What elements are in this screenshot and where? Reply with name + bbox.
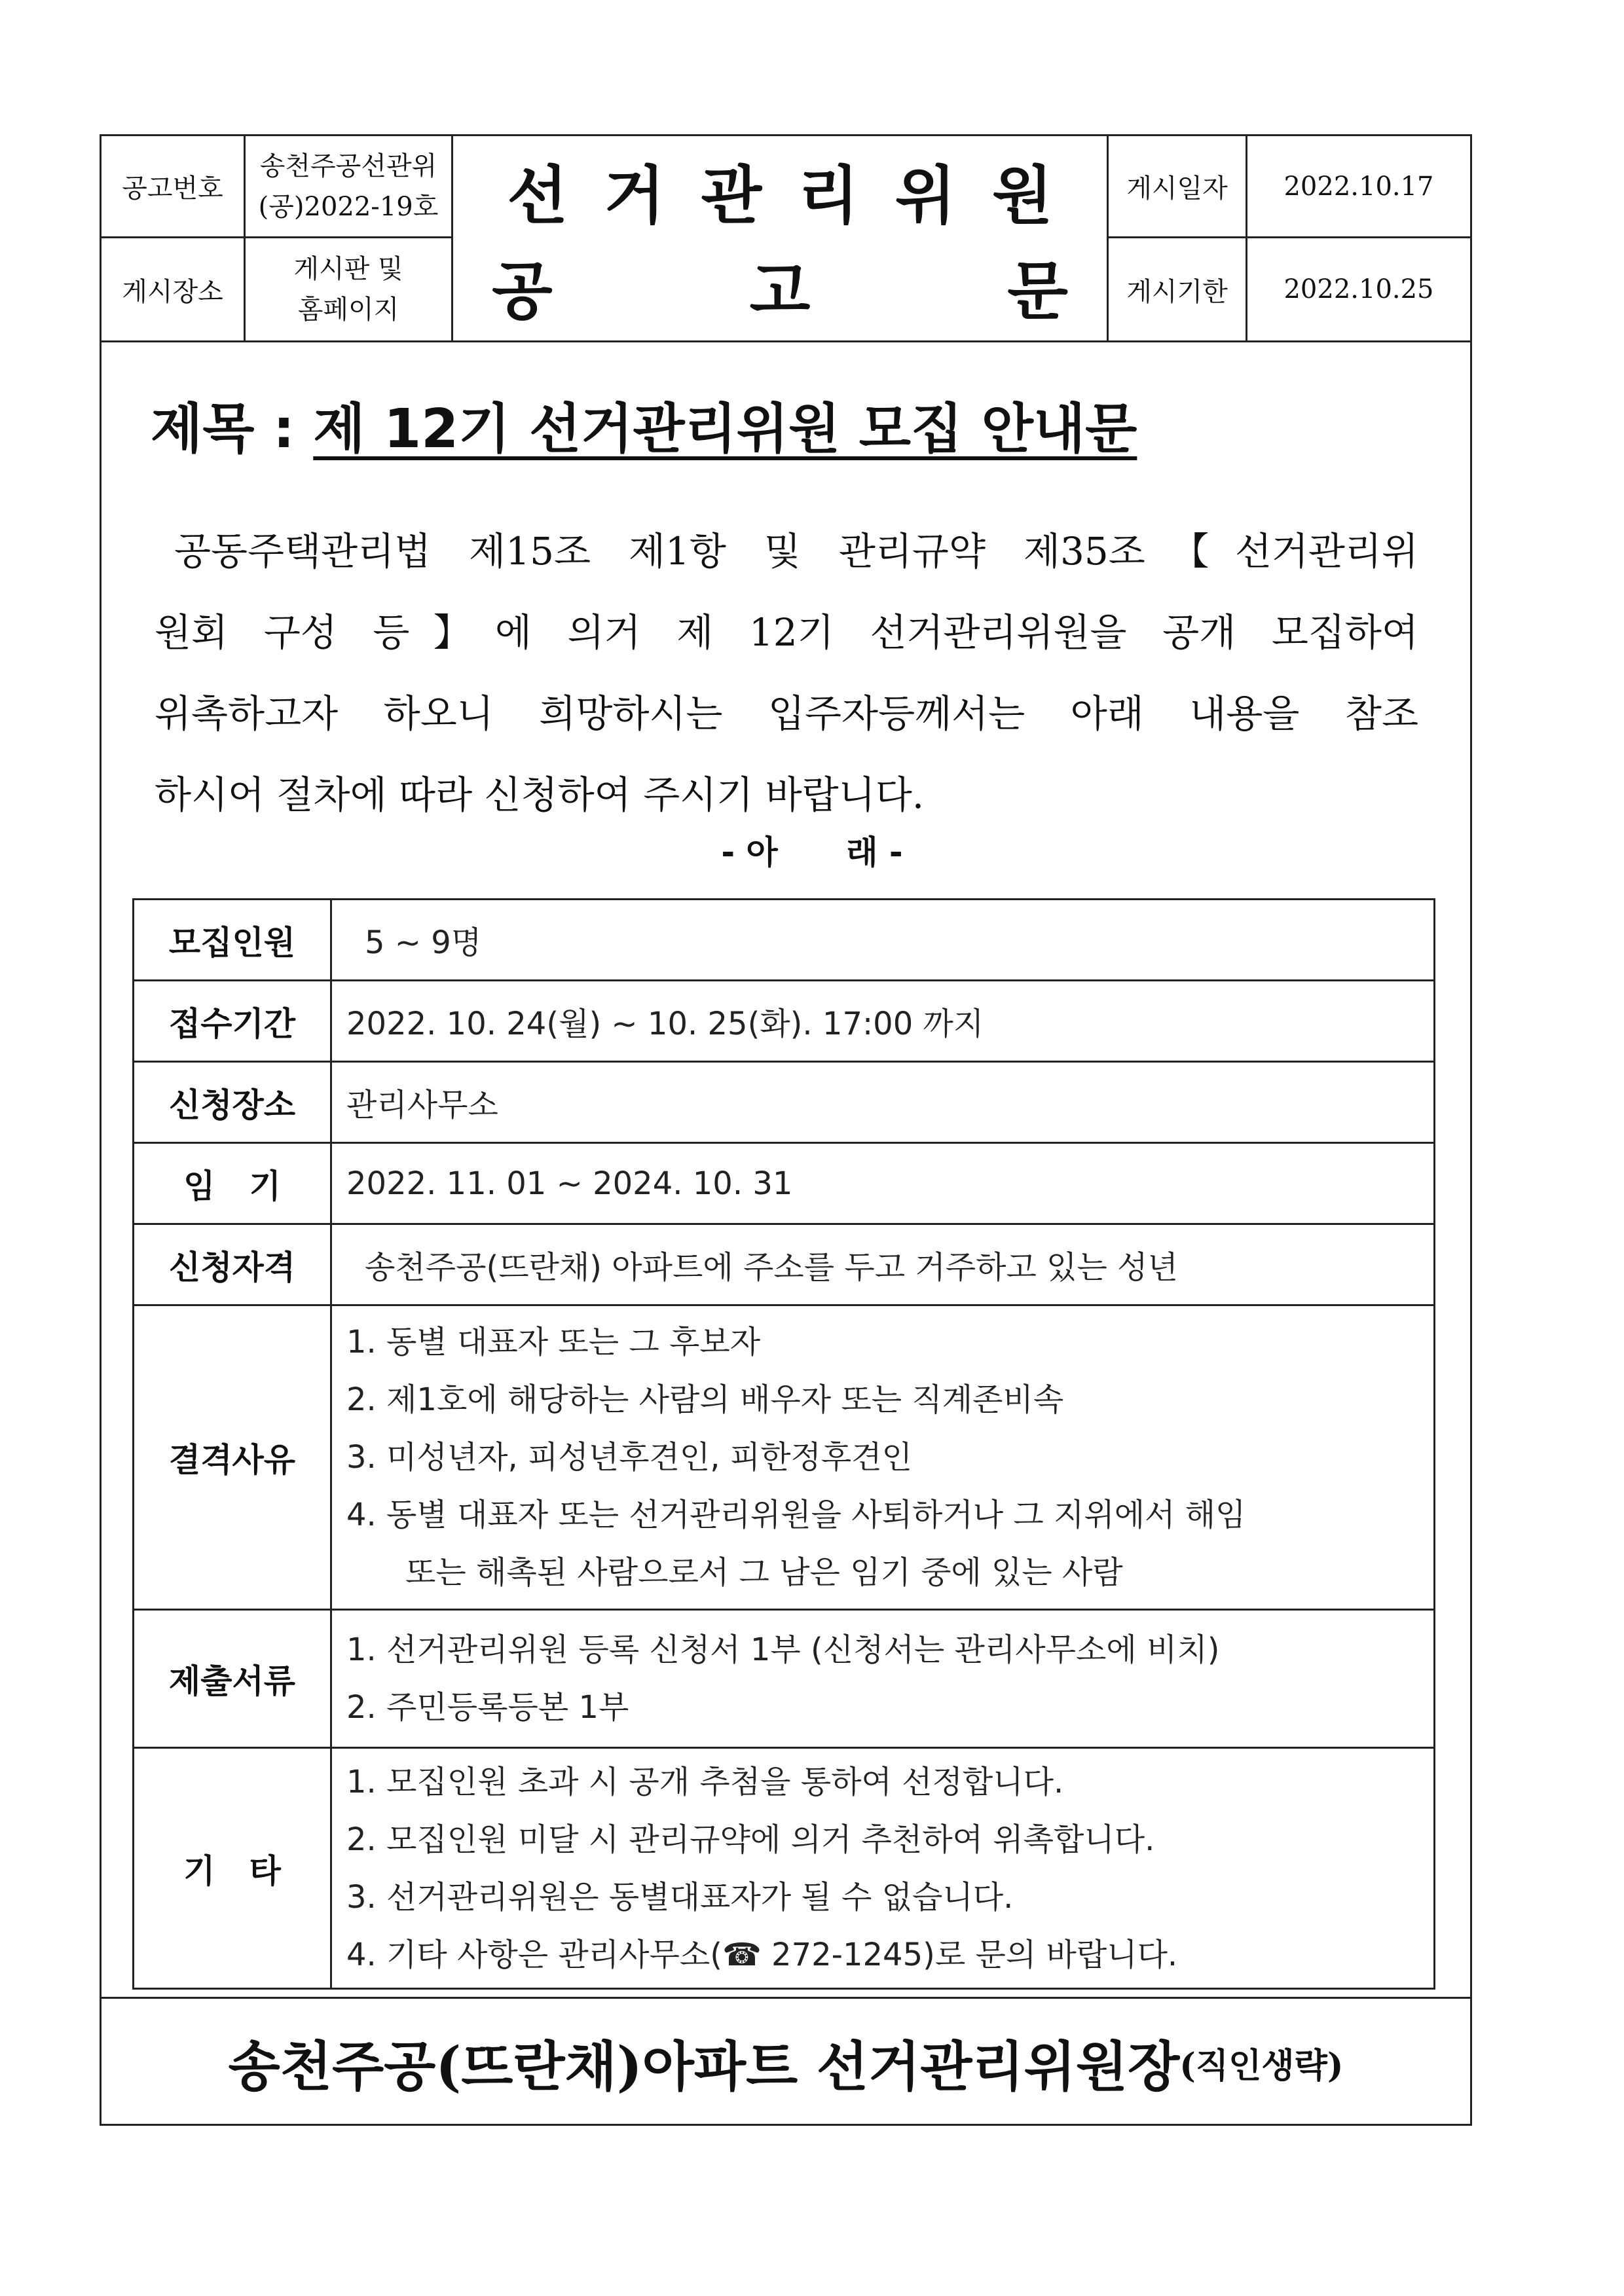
table-row [134, 900, 1435, 981]
list-item: 2. 제1호에 해당하는 사람의 배우자 또는 직계존비속 [346, 1381, 1064, 1418]
qualification-label: 신청자격 [134, 1224, 331, 1305]
notice-title-line-2: 공 고 문 [492, 253, 1068, 328]
disqualification-list [331, 1305, 1435, 1610]
body-line-2: 원회 구성 등】에 의거 제 12기 선거관리위원을 공개 모집하여 [155, 610, 1418, 655]
posting-place-line-1: 게시판 및 [293, 254, 403, 284]
list-item: 2. 주민등록등본 1부 [346, 1689, 629, 1726]
recruitment-table [132, 898, 1435, 1990]
list-item: 3. 선거관리위원은 동별대표자가 될 수 없습니다. [346, 1878, 1014, 1916]
documents-list [331, 1610, 1435, 1748]
body-line-4: 하시어 절차에 따라 신청하여 주시기 바랍니다. [155, 773, 925, 817]
table-row [134, 1305, 1435, 1610]
table-row [134, 1224, 1435, 1305]
table-row [134, 1610, 1435, 1748]
notice-title [451, 134, 1109, 342]
table-row [134, 981, 1435, 1062]
other-label: 기 타 [134, 1748, 331, 1989]
documents-label: 제출서류 [134, 1610, 331, 1748]
notice-header [100, 134, 1472, 342]
details-heading: - 아 래 - [721, 833, 903, 871]
post-date-value: 2022.10.17 [1246, 134, 1472, 238]
list-item: 1. 동별 대표자 또는 그 후보자 [346, 1324, 761, 1360]
notice-number-line-1: 송천주공선관위 [259, 151, 437, 181]
posting-place-line-2: 홈페이지 [297, 295, 399, 325]
term-label: 임 기 [134, 1143, 331, 1224]
post-date-label: 게시일자 [1107, 134, 1247, 238]
application-period-label: 접수기간 [134, 981, 331, 1062]
table-row [134, 1062, 1435, 1143]
posting-place-value [244, 236, 453, 342]
term-value: 2022. 11. 01 ~ 2024. 10. 31 [331, 1143, 1435, 1224]
body-line-1: 공동주택관리법 제15조 제1항 및 관리규약 제35조【선거관리위 [174, 529, 1418, 574]
subject-heading [151, 386, 1137, 463]
recruit-count-value: 5 ~ 9명 [331, 900, 1435, 981]
notice-number-value [244, 134, 453, 238]
list-item: 1. 모집인원 초과 시 공개 추첨을 통하여 선정합니다. [346, 1763, 1064, 1800]
subject-prefix: 제목 : [151, 398, 314, 460]
notice-title-line-1: 선 거 관 리 위 원 [507, 158, 1053, 232]
notice-number-label: 공고번호 [100, 134, 246, 238]
posting-place-label: 게시장소 [100, 236, 246, 342]
notice-number-line-2: (공)2022-19호 [258, 191, 439, 222]
post-deadline-value: 2022.10.25 [1246, 236, 1472, 342]
post-deadline-label: 게시기한 [1107, 236, 1247, 342]
disqualification-label: 결격사유 [134, 1305, 331, 1610]
list-item: 1. 선거관리위원 등록 신청서 1부 (신청서는 관리사무소에 비치) [346, 1631, 1220, 1668]
qualification-value: 송천주공(뜨란채) 아파트에 주소를 두고 거주하고 있는 성년 [331, 1224, 1435, 1305]
table-row [134, 1143, 1435, 1224]
subject-title: 제 12기 선거관리위원 모집 안내문 [313, 398, 1137, 460]
body-line-3: 위촉하고자 하오니 희망하시는 입주자등께서는 아래 내용을 참조 [155, 691, 1418, 736]
application-period-value: 2022. 10. 24(월) ~ 10. 25(화). 17:00 까지 [331, 981, 1435, 1062]
list-item: 2. 모집인원 미달 시 관리규약에 의거 추천하여 위촉합니다. [346, 1821, 1155, 1858]
list-item: 또는 해촉된 사람으로서 그 남은 임기 중에 있는 사람 [405, 1554, 1123, 1591]
list-item: 4. 기타 사항은 관리사무소(☎ 272-1245)로 문의 바랍니다. [346, 1936, 1178, 1973]
seal-omitted-note: (직인생략) [1179, 2045, 1344, 2086]
list-item: 3. 미성년자, 피성년후견인, 피한정후견인 [346, 1439, 912, 1476]
application-place-label: 신청장소 [134, 1062, 331, 1143]
issuer-name: 송천주공(뜨란채)아파트 선거관리위원장 [228, 2035, 1180, 2098]
notice-body [155, 511, 1418, 835]
application-place-value: 관리사무소 [331, 1062, 1435, 1143]
list-item: 4. 동별 대표자 또는 선거관리위원을 사퇴하거나 그 지위에서 해임 [346, 1497, 1246, 1533]
recruit-count-label: 모집인원 [134, 900, 331, 981]
other-list [331, 1748, 1435, 1989]
issuer-signature [100, 1997, 1472, 2126]
table-row [134, 1748, 1435, 1989]
